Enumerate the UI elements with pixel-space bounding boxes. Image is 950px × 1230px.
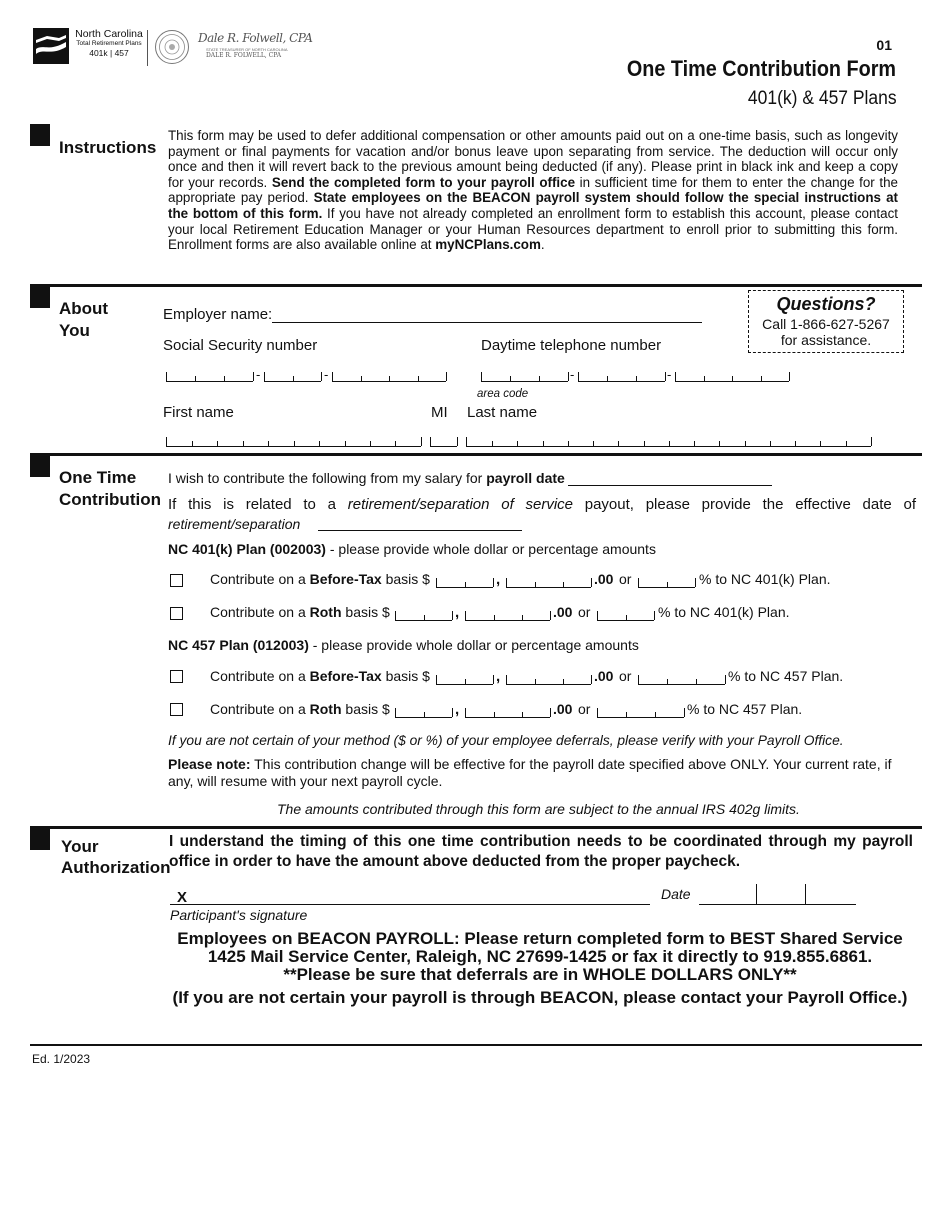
instructions-b2: State employees on the BEACON payroll system should follow the special instructions at the bottom of this form.: [168, 190, 898, 221]
457-bt-or: or: [619, 668, 632, 684]
457-roth-contribute: Contribute on a: [210, 701, 310, 717]
logo-line1: North Carolina: [75, 28, 143, 40]
treasurer-caption: STATE TREASURER OF NORTH CAROLINA: [206, 47, 288, 52]
questions-phone: Call 1-866-627-5267: [762, 316, 890, 332]
401k-bt-cents: .00: [594, 571, 614, 587]
plan-457-name: NC 457 Plan (012003): [168, 637, 309, 653]
about-label-line1: About: [59, 299, 109, 318]
nc-logo-mark-icon: [33, 28, 69, 64]
last-name-field[interactable]: [466, 437, 871, 447]
457-roth-comma: ,: [455, 701, 460, 718]
employer-name-label: Employer name:: [163, 306, 273, 323]
form-subtitle: 401(k) & 457 Plans: [748, 88, 897, 109]
related-text-italic: retirement/separation of service: [347, 496, 573, 513]
457-roth-row: [210, 701, 390, 717]
logo-line3: 401k | 457: [89, 48, 129, 58]
payroll-date-row: [168, 470, 565, 486]
457-roth-or: or: [578, 701, 591, 717]
401k-roth-cents: .00: [553, 604, 573, 620]
457-before-tax-percent-field[interactable]: [638, 675, 725, 685]
employer-name-field[interactable]: [272, 322, 702, 323]
section-marker-contribution: [30, 455, 50, 477]
457-before-tax-row: [210, 668, 430, 684]
ssn-dash-1: -: [256, 367, 261, 382]
457-before-tax-thousands-field[interactable]: [436, 675, 493, 685]
instructions-p1: This form may be used to defer additional compensation or other amounts paid out on a one-time basis, such as longevity payment or final payments for vacation and/or bonus leave upon separating from service. The deduction will occur only once and then it will revert back to the previous amount being deducted (if any). Please print in black ink and keep a copy for your records.: [168, 128, 898, 190]
instructions-text: [168, 128, 898, 253]
401k-roth-row: [210, 604, 390, 620]
401k-before-tax-percent-field[interactable]: [638, 578, 695, 588]
questions-box: [748, 290, 904, 353]
related-text-post: payout, please provide the effective date of: [573, 496, 916, 513]
beacon-line4: (If you are not certain your payroll is through BEACON, please contact your Payroll Office.): [172, 988, 908, 1007]
401k-bt-or: or: [619, 571, 632, 587]
beacon-line3: **Please be sure that deferrals are in WHOLE DOLLARS ONLY**: [283, 965, 797, 984]
questions-title: Questions?: [776, 294, 876, 314]
authorization-statement: I understand the timing of this one time contribution needs to be coordinated through my payroll office in order to have the amount above deducted from the proper paycheck.: [169, 833, 913, 870]
instructions-p3: If you have not already completed an enrollment form to establish this account, please contact your local Retirement Education Manager or your Human Resources department to enroll prior to submitting this form. Enrollment forms are also available online at: [168, 205, 898, 253]
nc-retirement-logo: [33, 28, 141, 66]
401k-roth-basis: basis $: [341, 604, 390, 620]
ssn-part3-field[interactable]: [332, 372, 446, 382]
section-marker-authorization: [30, 828, 50, 850]
phone-area-code-field[interactable]: [481, 372, 568, 382]
beacon-instructions: [160, 930, 920, 1007]
payroll-date-field[interactable]: [568, 485, 772, 486]
authorization-label-line2: Authorization: [61, 858, 171, 877]
457-bt-type: Before-Tax: [309, 668, 382, 684]
457-roth-basis: basis $: [341, 701, 390, 717]
treasurer-signature-script: Dale R. Folwell, CPA: [198, 31, 313, 45]
ssn-dash-2: -: [324, 367, 329, 382]
457-bt-pct-label: % to NC 457 Plan.: [728, 668, 844, 684]
contribution-section-rule: [30, 453, 922, 456]
last-name-label: Last name: [467, 404, 538, 421]
payroll-date-text: I wish to contribute the following from my salary for: [168, 470, 487, 486]
401k-roth-checkbox[interactable]: [170, 607, 183, 620]
plan-401k-heading: [168, 541, 656, 557]
signature-label: Participant's signature: [170, 907, 308, 923]
401k-before-tax-checkbox[interactable]: [170, 574, 183, 587]
beacon-line1: Employees on BEACON PAYROLL: Please return completed form to BEST Shared Service: [177, 929, 903, 948]
form-title: One Time Contribution Form: [626, 56, 896, 81]
treasurer-seal-icon: [154, 29, 190, 65]
ssn-part2-field[interactable]: [264, 372, 321, 382]
instructions-b1: Send the completed form to your payroll office: [271, 174, 576, 190]
please-note-label: Please note:: [168, 756, 251, 772]
logo-divider: [147, 30, 148, 66]
instructions-p4: .: [540, 237, 545, 253]
authorization-label-line1: Your: [61, 837, 99, 856]
401k-bt-type: Before-Tax: [309, 571, 382, 587]
edition-label: Ed. 1/2023: [32, 1052, 91, 1066]
457-bt-basis: basis $: [381, 668, 430, 684]
irs-limit-note: The amounts contributed through this form are subject to the annual IRS 402g limits.: [277, 801, 800, 817]
about-label-line2: You: [59, 321, 90, 340]
instructions-website: myNCPlans.com: [435, 237, 541, 253]
footer-rule: [30, 1044, 922, 1046]
457-roth-checkbox[interactable]: [170, 703, 183, 716]
related-text-pre: If this is related to a: [168, 496, 348, 513]
date-field[interactable]: [699, 904, 856, 905]
phone-label: Daytime telephone number: [481, 337, 662, 354]
457-before-tax-checkbox[interactable]: [170, 670, 183, 683]
questions-assistance: for assistance.: [780, 332, 872, 348]
457-roth-cents: .00: [553, 701, 573, 717]
401k-bt-contribute: Contribute on a: [210, 571, 310, 587]
signature-x: X: [177, 889, 188, 906]
mi-label: MI: [431, 404, 448, 421]
instructions-label: Instructions: [59, 138, 157, 157]
401k-roth-percent-field[interactable]: [597, 611, 654, 621]
457-before-tax-dollars-field[interactable]: [506, 675, 591, 685]
401k-bt-comma: ,: [496, 571, 501, 588]
area-code-label: area code: [477, 388, 529, 400]
401k-roth-thousands-field[interactable]: [395, 611, 452, 621]
logo-line2: Total Retirement Plans: [76, 39, 142, 47]
plan-401k-name: NC 401(k) Plan (002003): [168, 541, 326, 557]
457-roth-type: Roth: [309, 701, 342, 717]
ssn-label: Social Security number: [163, 337, 318, 354]
phone-line-field[interactable]: [675, 372, 789, 382]
middle-initial-field[interactable]: [430, 437, 457, 447]
457-bt-cents: .00: [594, 668, 614, 684]
first-name-field[interactable]: [166, 437, 421, 447]
about-section-rule: [30, 284, 922, 287]
401k-before-tax-row: [210, 571, 430, 587]
first-name-label: First name: [163, 404, 234, 421]
457-roth-percent-field[interactable]: [597, 708, 684, 718]
signature-field[interactable]: [170, 904, 650, 905]
phone-dash-2: -: [667, 367, 672, 382]
contribution-label-line2: Contribution: [59, 490, 161, 509]
457-roth-thousands-field[interactable]: [395, 708, 452, 718]
related-line2-label: retirement/separation: [168, 516, 301, 532]
beacon-line2: 1425 Mail Service Center, Raleigh, NC 27699-1425 or fax it directly to 919.855.6861.: [207, 947, 873, 966]
plan-457-heading: [168, 637, 639, 653]
457-roth-pct-label: % to NC 457 Plan.: [687, 701, 803, 717]
457-bt-contribute: Contribute on a: [210, 668, 310, 684]
phone-dash-1: -: [570, 367, 575, 382]
401k-bt-pct-label: % to NC 401(k) Plan.: [699, 571, 831, 587]
treasurer-name: DALE R. FOLWELL, CPA: [206, 52, 282, 59]
authorization-section-rule: [30, 826, 922, 829]
uncertain-note: If you are not certain of your method ($ or %) of your employee deferrals, please verify with your Payroll Office.: [168, 733, 844, 748]
contribution-label-line1: One Time: [59, 468, 137, 487]
section-marker-instructions: [30, 124, 50, 146]
payroll-date-bold: payroll date: [486, 470, 565, 486]
date-separator-1: [756, 884, 757, 904]
related-row: [168, 496, 916, 513]
401k-before-tax-dollars-field[interactable]: [506, 578, 591, 588]
separation-date-field[interactable]: [318, 530, 522, 531]
date-label: Date: [661, 886, 691, 902]
457-bt-comma: ,: [496, 668, 501, 685]
please-note-text: This contribution change will be effective for the payroll date specified above ONLY. Your current rate, if any, will resume with your next payroll cycle.: [168, 756, 892, 789]
instructions-p2: in sufficient time for them to enter the change for the appropriate pay period.: [168, 174, 898, 206]
phone-prefix-field[interactable]: [578, 372, 665, 382]
treasurer-signature: [196, 29, 313, 63]
401k-roth-or: or: [578, 604, 591, 620]
401k-before-tax-thousands-field[interactable]: [436, 578, 493, 588]
plan-401k-desc: - please provide whole dollar or percentage amounts: [325, 541, 656, 557]
457-roth-dollars-field[interactable]: [465, 708, 550, 718]
401k-roth-dollars-field[interactable]: [465, 611, 550, 621]
ssn-part1-field[interactable]: [166, 372, 253, 382]
plan-457-desc: - please provide whole dollar or percentage amounts: [308, 637, 639, 653]
401k-roth-pct-label: % to NC 401(k) Plan.: [658, 604, 790, 620]
section-marker-about: [30, 286, 50, 308]
401k-roth-type: Roth: [309, 604, 342, 620]
401k-roth-comma: ,: [455, 604, 460, 621]
401k-bt-basis: basis $: [381, 571, 430, 587]
401k-roth-contribute: Contribute on a: [210, 604, 310, 620]
date-separator-2: [805, 884, 806, 904]
form-number: 01: [876, 37, 892, 53]
please-note: [168, 756, 913, 789]
